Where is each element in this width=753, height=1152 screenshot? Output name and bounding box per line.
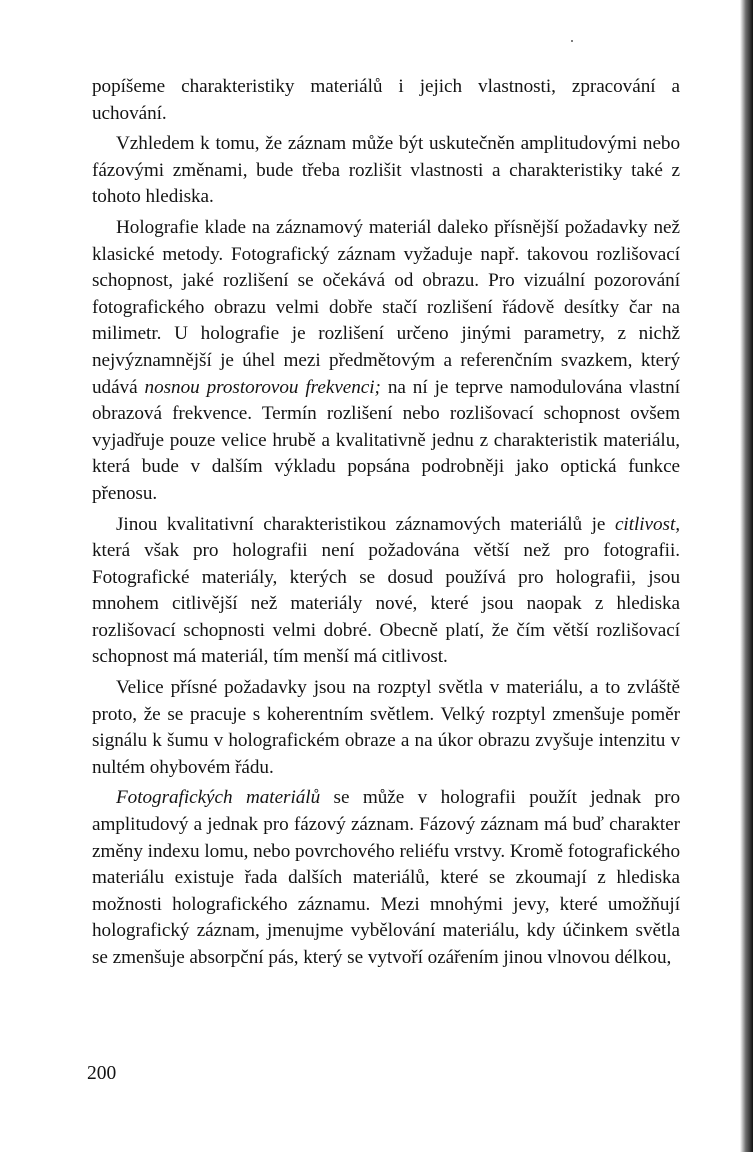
paragraph-2 bbox=[92, 131, 680, 211]
italic-term: Fotografických materiálů bbox=[116, 787, 321, 809]
paragraph-4 bbox=[92, 512, 680, 672]
italic-term: citlivost, bbox=[614, 513, 680, 535]
italic-term: nosnou prostorovou frekvenci; bbox=[144, 376, 381, 398]
paragraph-6 bbox=[92, 785, 680, 971]
text-segment: která však pro holografii není požadována větší než pro fotografii. Fotografické materiály, kterých se dosud používá pro holografii, jsou mnohem citlivější než materiály nové, které jsou naopak z hlediska rozlišovací schopnosti velmi dobré. Obecně platí, že čím větší rozlišovací schopnost má materiál, tím menší má citlivost. bbox=[92, 540, 680, 668]
text-segment: Holografie klade na záznamový materiál daleko přísnější požadavky než klasické metody. Fotografický záznam vyžaduje např. takovou rozlišovací schopnost, jaké rozlišení se očekává od obrazu. Pro vizuální pozorování fotografického obrazu velmi dobře stačí rozlišení řádově desítky čar na milimetr. U holografie je rozlišení určeno jinými parametry, z nichž nejvýznamnější je úhel mezi předmětovým a referenčním svazkem, který udává bbox=[92, 216, 680, 398]
page-number: 200 bbox=[87, 1063, 117, 1084]
paragraph-5 bbox=[92, 675, 680, 781]
text-segment: na ní je teprve namodulována vlastní obrazová frekvence. Termín rozlišení nebo rozlišovací schopnost ovšem vyjadřuje pouze velice hrubě a kvalitativně jednu z charakteristik materiálu, která bude v dalším výkladu popsána podrobněji jako optická funkce přenosu. bbox=[92, 376, 680, 504]
page-edge-shadow bbox=[740, 0, 753, 1152]
text-segment: Velice přísné požadavky jsou na rozptyl světla v materiálu, a to zvláště proto, že se pracuje s koherentním světlem. Velký rozptyl zmenšuje poměr signálu k šumu v holografickém obraze a na úkor obrazu zvyšuje intenzitu v nultém ohybovém řádu. bbox=[92, 677, 680, 778]
text-segment: se může v holografii použít jednak pro amplitudový a jednak pro fázový záznam. Fázový záznam má buď charakter změny indexu lomu, nebo povrchového reliéfu vrstvy. Kromě fotografického materiálu existuje řada dalších materiálů, které se zkoumají z hlediska možnosti holografického záznamu. Mezi mnohými jevy, které umožňují holografický záznam, jmenujme vybělování materiálu, kdy účinkem světla se zmenšuje absorpční pás, který se vytvoří ozářením jinou vlnovou délkou, bbox=[92, 787, 680, 968]
text-segment: popíšeme charakteristiky materiálů i jejich vlastnosti, zpracování a uchování. bbox=[92, 76, 680, 124]
page-body bbox=[92, 74, 680, 976]
text-segment: Jinou kvalitativní charakteristikou záznamových materiálů je bbox=[116, 513, 615, 535]
paragraph-3 bbox=[92, 215, 680, 508]
text-segment: Vzhledem k tomu, že záznam může být uskutečněn amplitudovými nebo fázovými změnami, bude třeba rozlišit vlastnosti a charakteristiky také z tohoto hlediska. bbox=[92, 133, 680, 208]
scan-speck bbox=[571, 40, 573, 42]
paragraph-1 bbox=[92, 74, 680, 127]
